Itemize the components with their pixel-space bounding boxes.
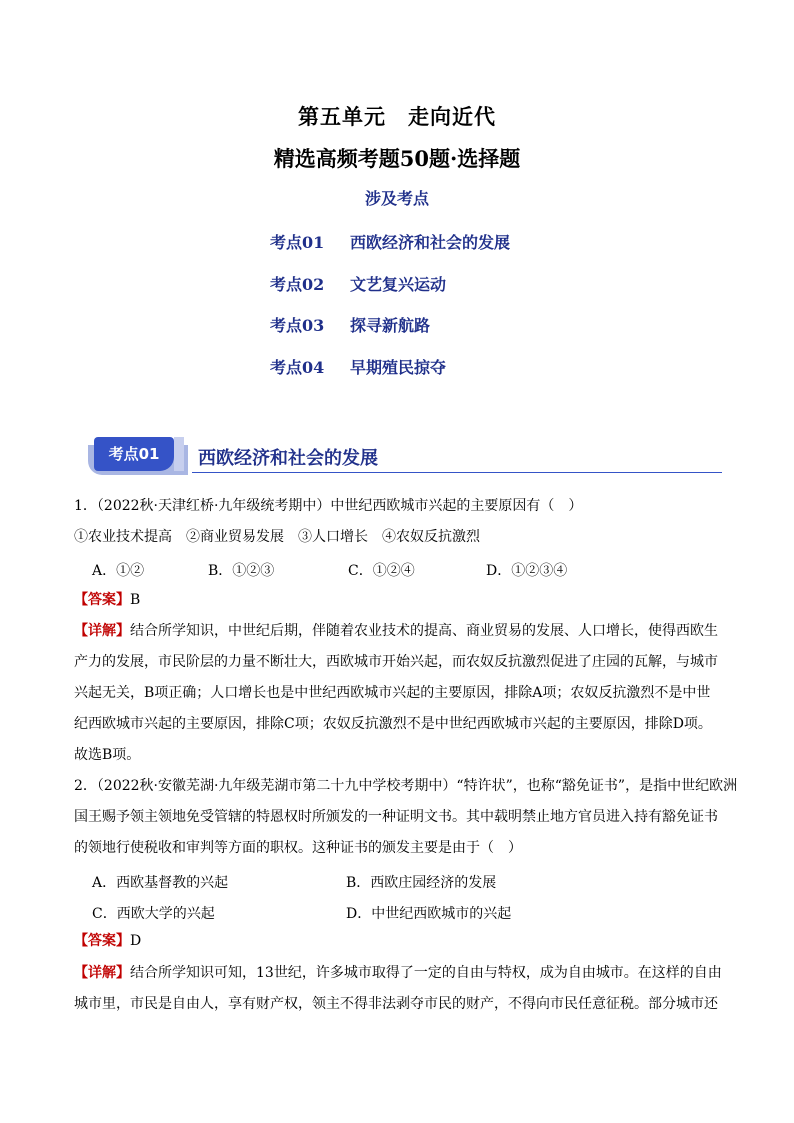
kaodian-name: 西欧经济和社会的发展 <box>350 233 511 252</box>
q2-stem-line: 2．（2022秋·安徽芜湖·九年级芜湖市第二十九中学校考期中）“特许状”，也称“豁免证书”，是指中世纪欧洲 <box>74 778 738 794</box>
page-subtitle: 精选高频考题50题·选择题 <box>273 146 521 171</box>
detail-label: 【详解】 <box>74 965 130 981</box>
answer-value: B <box>130 592 141 608</box>
kaodian-item <box>270 313 430 336</box>
answer-label: 【答案】 <box>74 933 130 949</box>
answer-label: 【答案】 <box>74 592 130 608</box>
q2-option-d: D．中世纪西欧城市的兴起 <box>346 906 512 922</box>
q1-detail-line: 纪西欧城市兴起的主要原因，排除C项；农奴反抗激烈不是中世纪西欧城市兴起的主要原因，排除D项。 <box>74 716 712 732</box>
q2-option-b: B．西欧庄园经济的发展 <box>346 875 497 891</box>
kaodian-item <box>270 230 510 253</box>
q1-option-d: D．①②③④ <box>486 563 568 579</box>
kaodian-code: 考点02 <box>270 275 325 294</box>
section-badge: 考点01 <box>94 437 174 471</box>
detail-text: 结合所学知识可知，13世纪，许多城市取得了一定的自由与特权，成为自由城市。在这样的自由 <box>130 965 722 981</box>
detail-label: 【详解】 <box>74 623 130 639</box>
kaodian-name: 文艺复兴运动 <box>350 275 447 294</box>
q2-answer <box>74 926 724 957</box>
section-underline <box>192 472 722 473</box>
q2-stem-line: 国王赐予领主领地免受管辖的特恩权时所颁发的一种证明文书。其中载明禁止地方官员进入持有豁免证书 <box>74 809 718 825</box>
section-title: 西欧经济和社会的发展 <box>198 448 378 469</box>
kaodian-code: 考点03 <box>270 316 325 335</box>
section-header <box>88 437 708 477</box>
q1-option-a: A．①② <box>92 563 145 579</box>
kaodian-code: 考点04 <box>270 358 325 377</box>
detail-text: 结合所学知识，中世纪后期，伴随着农业技术的提高、商业贸易的发展、人口增长，使得西欧生 <box>130 623 718 639</box>
unit-title: 第五单元 走向近代 <box>298 104 496 129</box>
kaodian-item <box>270 272 446 295</box>
q1-detail-line: 故选B项。 <box>74 747 141 763</box>
q1-option-b: B．①②③ <box>208 563 275 579</box>
q1-detail-line <box>74 616 724 647</box>
q1-stem: 1．（2022秋·天津红桥·九年级统考期中）中世纪西欧城市兴起的主要原因有（ ） <box>74 498 583 514</box>
kaodian-item <box>270 355 446 378</box>
kaodian-heading: 涉及考点 <box>364 189 429 208</box>
q2-option-a: A．西欧基督教的兴起 <box>92 875 229 891</box>
q1-detail-line: 产力的发展，市民阶层的力量不断壮大，西欧城市开始兴起，而农奴反抗激烈促进了庄园的瓦解，与城市 <box>74 654 718 670</box>
kaodian-name: 探寻新航路 <box>350 316 431 335</box>
answer-value: D <box>130 933 142 949</box>
q2-option-c: C．西欧大学的兴起 <box>92 906 215 922</box>
q2-stem-line: 的领地行使税收和审判等方面的职权。这种证书的颁发主要是由于（ ） <box>74 840 522 856</box>
q1-items: ①农业技术提高 ②商业贸易发展 ③人口增长 ④农奴反抗激烈 <box>74 529 480 545</box>
q1-option-c: C．①②④ <box>348 563 415 579</box>
q2-detail-line: 城市里，市民是自由人，享有财产权，领主不得非法剥夺市民的财产，不得向市民任意征税。部分城市还 <box>74 996 718 1012</box>
kaodian-name: 早期殖民掠夺 <box>350 358 447 377</box>
badge-tail <box>174 437 184 471</box>
q1-detail-line: 兴起无关，B项正确；人口增长也是中世纪西欧城市兴起的主要原因，排除A项；农奴反抗激烈不是中世 <box>74 685 711 701</box>
kaodian-code: 考点01 <box>270 233 325 252</box>
q1-answer <box>74 585 724 616</box>
q2-detail-line <box>74 958 724 989</box>
